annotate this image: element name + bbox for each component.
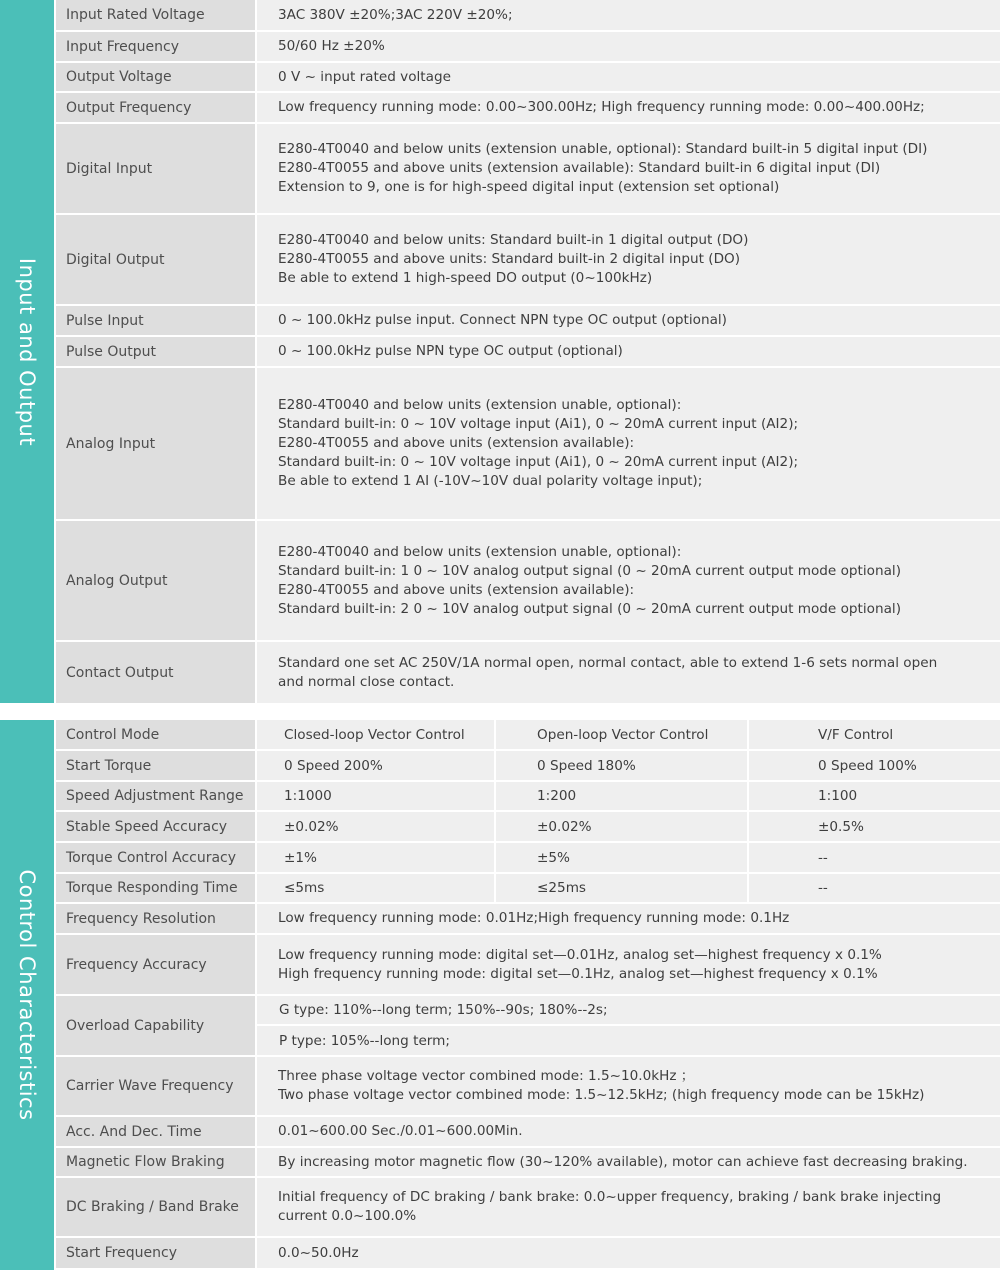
spec-row: [56, 521, 1000, 640]
spec-value: [257, 63, 1000, 91]
spec-row: [56, 782, 1000, 810]
spec-label: Frequency Accuracy: [56, 935, 255, 994]
spec-value-lines: [278, 396, 798, 491]
spec-value-lines: [278, 543, 901, 619]
spec-value-lines: [278, 311, 727, 330]
section-sidebar: [0, 0, 54, 703]
spec-label: Digital Input: [56, 124, 255, 213]
control-characteristics-section: [0, 720, 1000, 1270]
spec-label: Carrier Wave Frequency: [56, 1057, 255, 1115]
spec-value-lines: [278, 37, 385, 56]
spec-value-line: E280-4T0055 and above units (extension available): Standard built-in 6 digital input (DI): [278, 160, 881, 176]
spec-label: Magnetic Flow Braking: [56, 1148, 255, 1176]
spec-value-line: Standard one set AC 250V/1A normal open, normal contact, able to extend 1-6 sets normal open: [278, 654, 938, 671]
spec-row: [56, 215, 1000, 304]
spec-cell: ±0.02%: [496, 812, 747, 841]
spec-value: [257, 93, 1000, 122]
spec-value-line: Low frequency running mode: digital set—0.01Hz, analog set—highest frequency x 0.1%: [278, 946, 882, 963]
spec-label: Overload Capability: [56, 996, 255, 1055]
spec-value-line: Be able to extend 1 AI (-10V~10V dual polarity voltage input);: [278, 473, 703, 489]
spec-value-line: Standard built-in: 0 ~ 10V voltage input (Ai1), 0 ~ 20mA current input (AI2);: [278, 454, 799, 470]
spec-row: [56, 1057, 1000, 1115]
spec-value: [257, 521, 1000, 640]
spec-value-line: 0 V ~ input rated voltage: [278, 68, 451, 85]
spec-value-line: Initial frequency of DC braking / bank brake: 0.0~upper frequency, braking / bank brake injecting: [278, 1189, 942, 1205]
spec-cell: ≤25ms: [496, 874, 747, 902]
spec-value-line: Extension to 9, one is for high-speed digital input (extension set optional): [278, 179, 780, 195]
spec-label: Input Rated Voltage: [56, 0, 255, 30]
spec-label: DC Braking / Band Brake: [56, 1178, 255, 1236]
spec-value-line: E280-4T0040 and below units (extension unable, optional):: [278, 397, 682, 413]
spec-value-line: E280-4T0055 and above units: Standard built-in 2 digital input (DO): [278, 251, 741, 267]
spec-value-lines: [278, 68, 451, 87]
spec-value-line: Low frequency running mode: 0.00~300.00Hz; High frequency running mode: 0.00~400.00Hz;: [278, 99, 925, 115]
spec-value-line: By increasing motor magnetic flow (30~120% available), motor can achieve fast decreasing braking.: [278, 1153, 968, 1170]
spec-value: [257, 32, 1000, 61]
spec-value-line: Three phase voltage vector combined mode: 1.5~10.0kHz ；: [278, 1068, 695, 1084]
spec-value-lines: [278, 1244, 359, 1263]
spec-value-lines: [278, 6, 513, 25]
spec-label: Output Voltage: [56, 63, 255, 91]
spec-cell: 0 Speed 200%: [257, 751, 494, 780]
spec-row: [56, 874, 1000, 902]
spec-row: [56, 0, 1000, 30]
spec-value-line: 0.0~50.0Hz: [278, 1244, 359, 1261]
spec-row: [56, 32, 1000, 61]
spec-value-lines: [278, 1122, 523, 1141]
spec-sub-value: P type: 105%--long term;: [257, 1026, 1000, 1055]
spec-label: Torque Control Accuracy: [56, 843, 255, 872]
spec-value-line: Two phase voltage vector combined mode: 1.5~12.5kHz; (high frequency mode can be 15kHz): [278, 1087, 925, 1103]
spec-cell: 0 Speed 100%: [749, 751, 1000, 780]
spec-value-line: Standard built-in: 2 0 ~ 10V analog output signal (0 ~ 20mA current output mode optional): [278, 600, 901, 617]
spec-value-line: High frequency running mode: digital set—0.1Hz, analog set—highest frequency x 0.1%: [278, 965, 878, 982]
spec-value-line: Standard built-in: 0 ~ 10V voltage input (Ai1), 0 ~ 20mA current input (AI2);: [278, 416, 799, 432]
spec-value-lines: [278, 1153, 968, 1172]
spec-row: [56, 1148, 1000, 1176]
spec-label: Control Mode: [56, 720, 255, 749]
spec-value: [257, 642, 1000, 703]
spec-value: [257, 1148, 1000, 1176]
spec-row: [56, 935, 1000, 994]
spec-value-lines: [278, 98, 925, 117]
spec-value-lines: [278, 1067, 924, 1105]
spec-label: Analog Output: [56, 521, 255, 640]
spec-row: [56, 63, 1000, 91]
spec-value-line: Low frequency running mode: 0.01Hz;High frequency running mode: 0.1Hz: [278, 910, 790, 926]
spec-row: [56, 1178, 1000, 1236]
spec-value-line: 3AC 380V ±20%;3AC 220V ±20%;: [278, 6, 513, 23]
control-mode-header-row: [56, 720, 1000, 749]
spec-label: Start Frequency: [56, 1238, 255, 1268]
spec-cell: 0 Speed 180%: [496, 751, 747, 780]
spec-cell: ±1%: [257, 843, 494, 872]
spec-cell: 1:200: [496, 782, 747, 810]
spec-value-line: Be able to extend 1 high-speed DO output (0~100kHz): [278, 270, 653, 286]
spec-cell: ≤5ms: [257, 874, 494, 902]
spec-cell: ±0.02%: [257, 812, 494, 841]
spec-row: [56, 1117, 1000, 1146]
spec-value-lines: [278, 231, 748, 288]
spec-label: Analog Input: [56, 368, 255, 519]
spec-row: [56, 812, 1000, 841]
spec-value: [257, 1238, 1000, 1268]
spec-row: [56, 904, 1000, 933]
spec-value-line: E280-4T0040 and below units: Standard built-in 1 digital output (DO): [278, 232, 749, 248]
spec-value-line: E280-4T0055 and above units (extension available):: [278, 581, 635, 598]
spec-row: [56, 124, 1000, 213]
spec-sub-value: G type: 110%--long term; 150%--90s; 180%--2s;: [257, 996, 1000, 1024]
section-title: Input and Output: [15, 257, 39, 446]
spec-value-line: E280-4T0040 and below units (extension unable, optional):: [278, 543, 682, 560]
spec-label: Speed Adjustment Range: [56, 782, 255, 810]
spec-label: Frequency Resolution: [56, 904, 255, 933]
spec-value-line: Standard built-in: 1 0 ~ 10V analog output signal (0 ~ 20mA current output mode optional): [278, 562, 901, 579]
spec-value-line: E280-4T0040 and below units (extension unable, optional): Standard built-in 5 digital input (DI): [278, 141, 928, 157]
spec-label: Input Frequency: [56, 32, 255, 61]
spec-cell: --: [749, 874, 1000, 902]
spec-cell: --: [749, 843, 1000, 872]
spec-value-lines: [278, 1188, 941, 1226]
spec-cell: Open-loop Vector Control: [496, 720, 747, 749]
spec-label: Torque Responding Time: [56, 874, 255, 902]
spec-value-line: 0.01~600.00 Sec./0.01~600.00Min.: [278, 1123, 523, 1139]
spec-value-line: 0 ~ 100.0kHz pulse NPN type OC output (optional): [278, 343, 623, 359]
spec-value-lines: [278, 140, 927, 197]
spec-value: [257, 215, 1000, 304]
spec-label: Digital Output: [56, 215, 255, 304]
spec-value: [257, 1057, 1000, 1115]
spec-value: [257, 1117, 1000, 1146]
spec-value-line: and normal close contact.: [278, 673, 455, 690]
spec-cell: ±5%: [496, 843, 747, 872]
spec-value: [257, 935, 1000, 994]
spec-cell: 1:100: [749, 782, 1000, 810]
spec-label: Output Frequency: [56, 93, 255, 122]
spec-value-line: 0 ~ 100.0kHz pulse input. Connect NPN type OC output (optional): [278, 312, 727, 328]
spec-row: [56, 843, 1000, 872]
spec-value-line: E280-4T0055 and above units (extension available):: [278, 435, 635, 451]
spec-cell: V/F Control: [749, 720, 1000, 749]
spec-label: Stable Speed Accuracy: [56, 812, 255, 841]
spec-row: [56, 996, 1000, 1055]
section-title: Control Characteristics: [15, 869, 39, 1121]
spec-label: Start Torque: [56, 751, 255, 780]
spec-label: Pulse Input: [56, 306, 255, 335]
spec-value: [257, 337, 1000, 366]
spec-value-line: 50/60 Hz ±20%: [278, 38, 385, 54]
section-sidebar: [0, 720, 54, 1270]
spec-row: [56, 306, 1000, 335]
spec-label: Pulse Output: [56, 337, 255, 366]
spec-row: [56, 368, 1000, 519]
spec-value: [257, 996, 1000, 1055]
spec-value-lines: [278, 342, 623, 361]
spec-value: [257, 368, 1000, 519]
spec-row: [56, 1238, 1000, 1268]
spec-cell: Closed-loop Vector Control: [257, 720, 494, 749]
spec-value: [257, 306, 1000, 335]
spec-row: [56, 751, 1000, 780]
spec-cell: 1:1000: [257, 782, 494, 810]
spec-value-line: current 0.0~100.0%: [278, 1208, 417, 1224]
spec-row: [56, 93, 1000, 122]
spec-value-lines: [278, 946, 882, 984]
spec-cell: ±0.5%: [749, 812, 1000, 841]
spec-value: [257, 124, 1000, 213]
spec-label: Acc. And Dec. Time: [56, 1117, 255, 1146]
spec-row: [56, 642, 1000, 703]
spec-value: [257, 1178, 1000, 1236]
spec-value-lines: [278, 909, 789, 928]
spec-value: [257, 904, 1000, 933]
spec-row: [56, 337, 1000, 366]
spec-value: [257, 0, 1000, 30]
spec-value-lines: [278, 654, 937, 692]
spec-label: Contact Output: [56, 642, 255, 703]
